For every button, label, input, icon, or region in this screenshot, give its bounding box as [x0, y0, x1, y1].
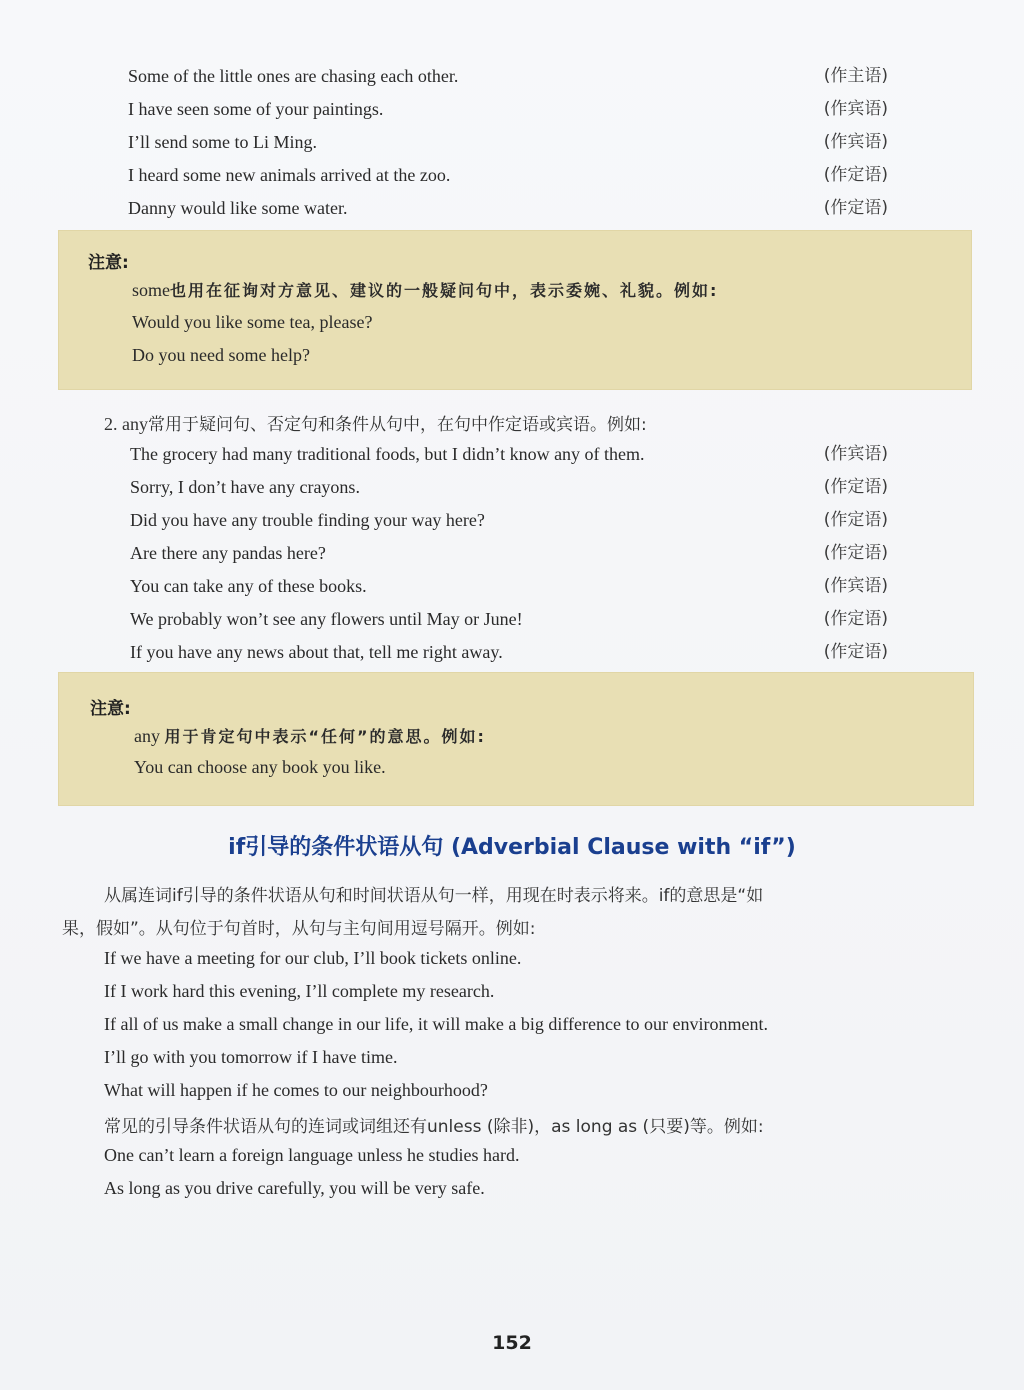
any-intro-number: 2. any — [104, 414, 148, 434]
grammar-role: (作定语) — [823, 165, 888, 185]
grammar-role: (作宾语) — [823, 99, 888, 119]
note-keyword: any — [134, 726, 160, 746]
grammar-role: (作定语) — [823, 510, 888, 530]
if-example: If I work hard this evening, I’ll complete my research. — [104, 981, 495, 1001]
example-row — [128, 93, 892, 126]
example-row — [130, 570, 892, 603]
grammar-role: (作定语) — [823, 198, 888, 218]
page-number: 152 — [492, 1332, 532, 1354]
conj-example: One can’t learn a foreign language unless he studies hard. — [104, 1145, 520, 1165]
note-example: You can choose any book you like. — [134, 757, 386, 777]
note-keyword: some — [132, 280, 170, 300]
example-sentence: Some of the little ones are chasing each other. — [128, 66, 459, 86]
conjunction-line: 常见的引导条件状语从句的连词或词组还有unless (除非)，as long as (只要)等。例如: — [104, 1117, 764, 1137]
note-explain-text: 也用在征询对方意见、建议的一般疑问句中，表示委婉、礼貌。例如: — [170, 281, 719, 300]
note-title: 注意: — [90, 699, 131, 719]
example-sentence: Danny would like some water. — [128, 198, 348, 218]
if-example: If we have a meeting for our club, I’ll book tickets online. — [104, 948, 522, 968]
note-box-any — [58, 672, 974, 806]
example-sentence: Sorry, I don’t have any crayons. — [130, 477, 360, 497]
note-explain-text: 用于肯定句中表示“任何”的意思。例如: — [164, 727, 486, 746]
grammar-role: (作宾语) — [823, 444, 888, 464]
example-sentence: The grocery had many traditional foods, but I didn’t know any of them. — [130, 444, 645, 464]
example-sentence: I’ll send some to Li Ming. — [128, 132, 317, 152]
example-row — [130, 504, 892, 537]
if-example: If all of us make a small change in our life, it will make a big difference to our environment. — [104, 1014, 768, 1034]
intro-line: 从属连词if引导的条件状语从句和时间状语从句一样，用现在时表示将来。if的意思是“如 — [104, 886, 764, 906]
example-sentence: Are there any pandas here? — [130, 543, 326, 563]
example-row — [130, 603, 892, 636]
example-row — [128, 192, 892, 225]
grammar-role: (作主语) — [823, 66, 888, 86]
example-row — [130, 636, 892, 669]
conj-example: As long as you drive carefully, you will be very safe. — [104, 1178, 485, 1198]
any-intro — [104, 410, 647, 435]
note-box-some — [58, 230, 972, 390]
example-row — [130, 537, 892, 570]
example-sentence: I have seen some of your paintings. — [128, 99, 384, 119]
any-intro-text: 常用于疑问句、否定句和条件从句中，在句中作定语或宾语。例如: — [148, 415, 647, 435]
if-example: What will happen if he comes to our neighbourhood? — [104, 1080, 488, 1100]
note-example: Do you need some help? — [132, 345, 310, 365]
example-row — [130, 438, 892, 471]
note-example: Would you like some tea, please? — [132, 312, 373, 332]
grammar-role: (作定语) — [823, 609, 888, 629]
grammar-role: (作定语) — [823, 642, 888, 662]
example-sentence: I heard some new animals arrived at the zoo. — [128, 165, 451, 185]
some-example-list — [128, 60, 892, 225]
any-example-list — [130, 438, 892, 669]
if-example: I’ll go with you tomorrow if I have time. — [104, 1047, 398, 1067]
example-sentence: You can take any of these books. — [130, 576, 367, 596]
note-explanation — [132, 278, 718, 301]
example-row — [130, 471, 892, 504]
note-explanation — [134, 724, 486, 747]
grammar-role: (作定语) — [823, 543, 888, 563]
grammar-role: (作定语) — [823, 477, 888, 497]
example-row — [128, 159, 892, 192]
example-row — [128, 126, 892, 159]
grammar-role: (作宾语) — [823, 576, 888, 596]
note-title: 注意: — [88, 253, 129, 273]
example-row — [128, 60, 892, 93]
intro-line: 果，假如”。从句位于句首时，从句与主句间用逗号隔开。例如: — [62, 919, 536, 939]
example-sentence: We probably won’t see any flowers until May or June! — [130, 609, 523, 629]
example-sentence: If you have any news about that, tell me right away. — [130, 642, 503, 662]
section-heading: if引导的条件状语从句 (Adverbial Clause with “if”) — [228, 835, 796, 860]
example-sentence: Did you have any trouble finding your way here? — [130, 510, 485, 530]
grammar-role: (作宾语) — [823, 132, 888, 152]
